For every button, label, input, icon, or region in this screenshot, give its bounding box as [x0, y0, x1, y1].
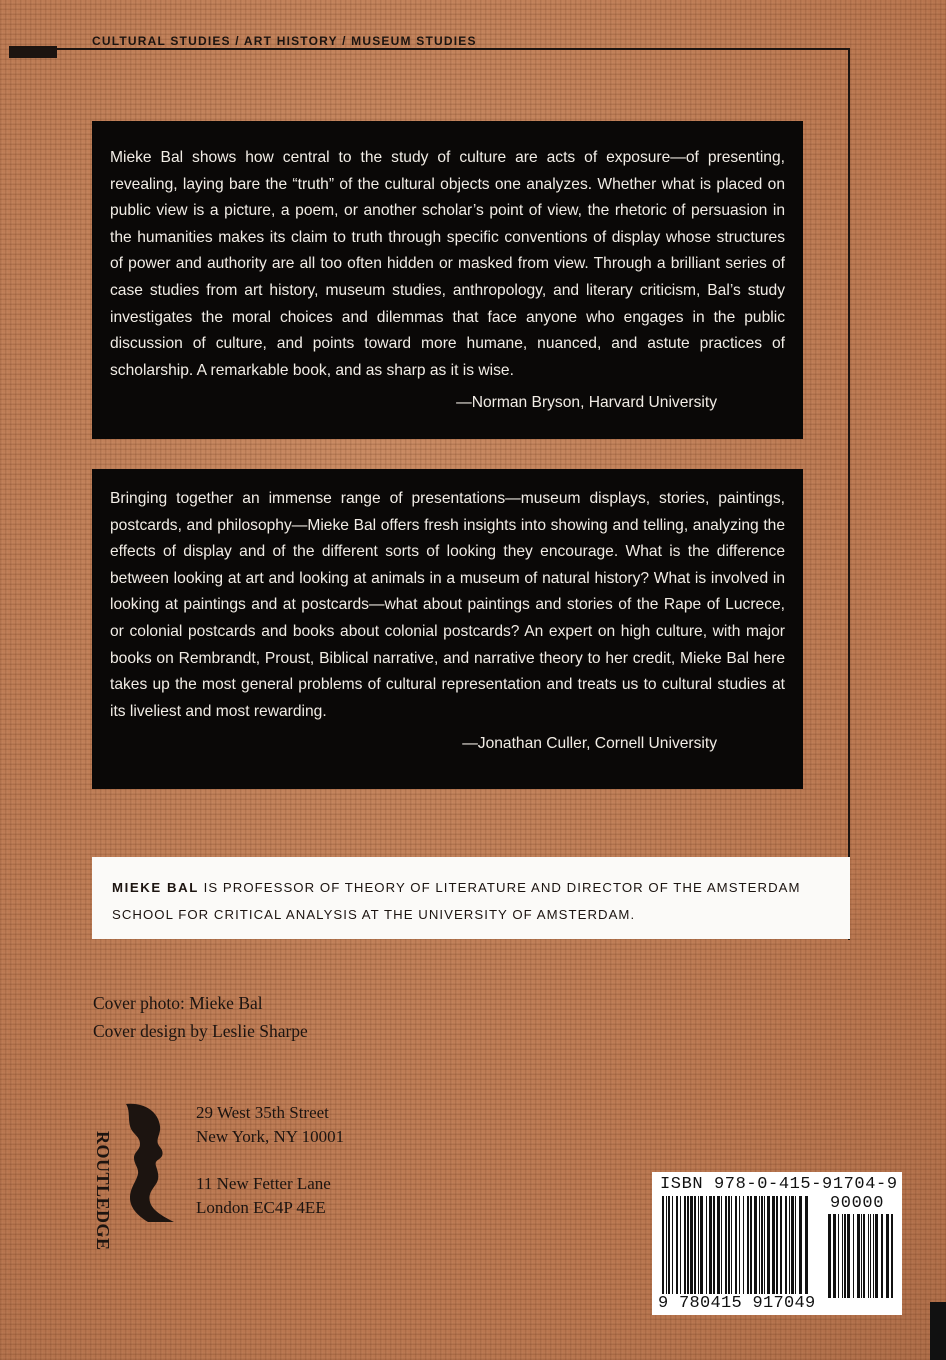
barcode-bar: [666, 1196, 667, 1294]
barcode-bar: [721, 1196, 722, 1294]
barcode-bar: [875, 1214, 878, 1298]
barcode-bar: [838, 1214, 839, 1298]
quote-text: Bringing together an immense range of presentations—museum displays, stories, paintings, postcards, and philosophy—Mieke Bal offers fresh insights into showing and telling, analyzing the effects of display and of the different sorts of looking they encourage. What is the difference between looking at art and looking at animals in a museum of natural history? What is involved in looking at paintings and at postcards—what about paintings and stories of the Rape of Lucrece, or colonial postcards and books about colonial postcards? An expert on high culture, with major books on Rembrandt, Proust, Biblical narrative, and narrative theory to her credit, Mieke Bal here takes up the most general problems of cultural representation and treats us to cultural studies at its liveliest and most rewarding.: [110, 490, 785, 720]
author-name: MIEKE BAL: [112, 880, 199, 895]
address-line: 11 New Fetter Lane: [196, 1174, 331, 1193]
barcode-bar: [886, 1214, 889, 1298]
barcode-bar: [789, 1196, 790, 1294]
address-new-york: [196, 1101, 344, 1149]
barcode-bar: [847, 1214, 850, 1298]
barcode-bar: [857, 1214, 860, 1298]
barcode-bar: [694, 1196, 696, 1294]
barcode-bar: [680, 1196, 681, 1294]
barcode-bar: [868, 1214, 869, 1298]
barcode-bar: [672, 1196, 673, 1294]
barcode-bar: [735, 1196, 737, 1294]
barcode-bar: [759, 1196, 760, 1294]
barcode-bar: [870, 1214, 871, 1298]
barcode-bar: [844, 1214, 846, 1298]
barcode-bar: [700, 1196, 703, 1294]
address-line: New York, NY 10001: [196, 1127, 345, 1146]
barcode-bar: [785, 1196, 787, 1294]
quote-attribution: —Jonathan Culler, Cornell University: [462, 735, 717, 753]
corner-mark: [9, 46, 57, 58]
barcode-bar: [725, 1196, 727, 1294]
address-london: [196, 1172, 331, 1220]
barcode-bar: [687, 1196, 689, 1294]
right-rule: [848, 48, 850, 940]
barcode-bar: [891, 1214, 893, 1298]
barcode-bar: [873, 1214, 874, 1298]
barcode-bar: [662, 1196, 664, 1294]
barcode-bar: [863, 1214, 865, 1298]
barcode-bar: [861, 1214, 862, 1298]
author-bio: [92, 857, 850, 939]
barcode-bar: [833, 1214, 836, 1298]
barcode-bar: [684, 1196, 686, 1294]
barcode-bar: [764, 1196, 765, 1294]
barcode-bar: [780, 1196, 782, 1294]
barcode-bar: [728, 1196, 730, 1294]
price-addon-barcode: [826, 1214, 894, 1298]
barcode-bar: [668, 1196, 670, 1294]
barcode-bar: [698, 1196, 699, 1294]
routledge-head-icon: [120, 1102, 176, 1224]
cover-credits: [93, 989, 308, 1045]
barcode-bar: [713, 1196, 715, 1294]
author-bio-text: IS PROFESSOR OF THEORY OF LITERATURE AND DIRECTOR OF THE AMSTERDAM SCHOOL FOR CRITICAL ANALYSIS AT THE UNIVERSITY OF AMSTERDAM.: [112, 880, 801, 922]
barcode-bar: [805, 1196, 808, 1294]
quote-attribution: —Norman Bryson, Harvard University: [456, 394, 717, 412]
address-line: London EC4P 4EE: [196, 1198, 326, 1217]
barcode-bar: [799, 1196, 802, 1294]
edge-mark: [930, 1302, 946, 1360]
barcode-bar: [754, 1196, 757, 1294]
barcode-bar: [676, 1196, 678, 1294]
ean-barcode: [660, 1196, 812, 1300]
quote-box-bryson: [92, 121, 803, 439]
cover-photo-credit: Cover photo: Mieke Bal: [93, 993, 263, 1013]
barcode-bar: [761, 1196, 763, 1294]
barcode-bar: [709, 1196, 712, 1294]
barcode-bar: [767, 1196, 770, 1294]
barcode-bar: [842, 1214, 843, 1298]
barcode-bar: [731, 1196, 732, 1294]
price-code: 90000: [830, 1194, 885, 1213]
barcode-bar: [706, 1196, 707, 1294]
barcode-bar: [717, 1196, 720, 1294]
top-rule: [57, 48, 850, 50]
barcode-bar: [772, 1196, 775, 1294]
barcode-bar: [690, 1196, 693, 1294]
barcode-bar: [739, 1196, 740, 1294]
cover-design-credit: Cover design by Leslie Sharpe: [93, 1021, 308, 1041]
barcode-bar: [750, 1196, 752, 1294]
barcode-bar: [828, 1214, 831, 1298]
barcode-bar: [795, 1196, 796, 1294]
barcode-bar: [743, 1196, 744, 1294]
ean-digits: 9 780415 917049: [658, 1294, 816, 1313]
barcode-bar: [747, 1196, 749, 1294]
address-line: 29 West 35th Street: [196, 1103, 329, 1122]
quote-text: Mieke Bal shows how central to the study of culture are acts of exposure—of presenting, revealing, laying bare the “truth” of the cultural objects one analyzes. Whether what is placed on public view is a picture, a poem, or another scholar’s point of view, the rhetoric of persuasion in the humanities makes its claim to truth through specific conventions of display whose structures of power and authority are all too often hidden or masked from view. Through a brilliant series of case studies from art history, museum studies, anthropology, and literary criticism, Bal’s study investigates the moral choices and dilemmas that face anyone who engages in the public discussion of culture, and points toward more humane, nuanced, and astute practices of scholarship. A remarkable book, and as sharp as it is wise.: [110, 149, 785, 379]
barcode-bar: [881, 1214, 883, 1298]
publisher-wordmark: ROUTLEDGE: [93, 1131, 113, 1251]
quote-box-culler: [92, 469, 803, 789]
barcode-bar: [791, 1196, 794, 1294]
category-label: CULTURAL STUDIES / ART HISTORY / MUSEUM STUDIES: [92, 34, 477, 48]
isbn-label: ISBN 978-0-415-91704-9: [660, 1175, 898, 1194]
barcode-bar: [853, 1214, 854, 1298]
barcode-bar: [776, 1196, 778, 1294]
